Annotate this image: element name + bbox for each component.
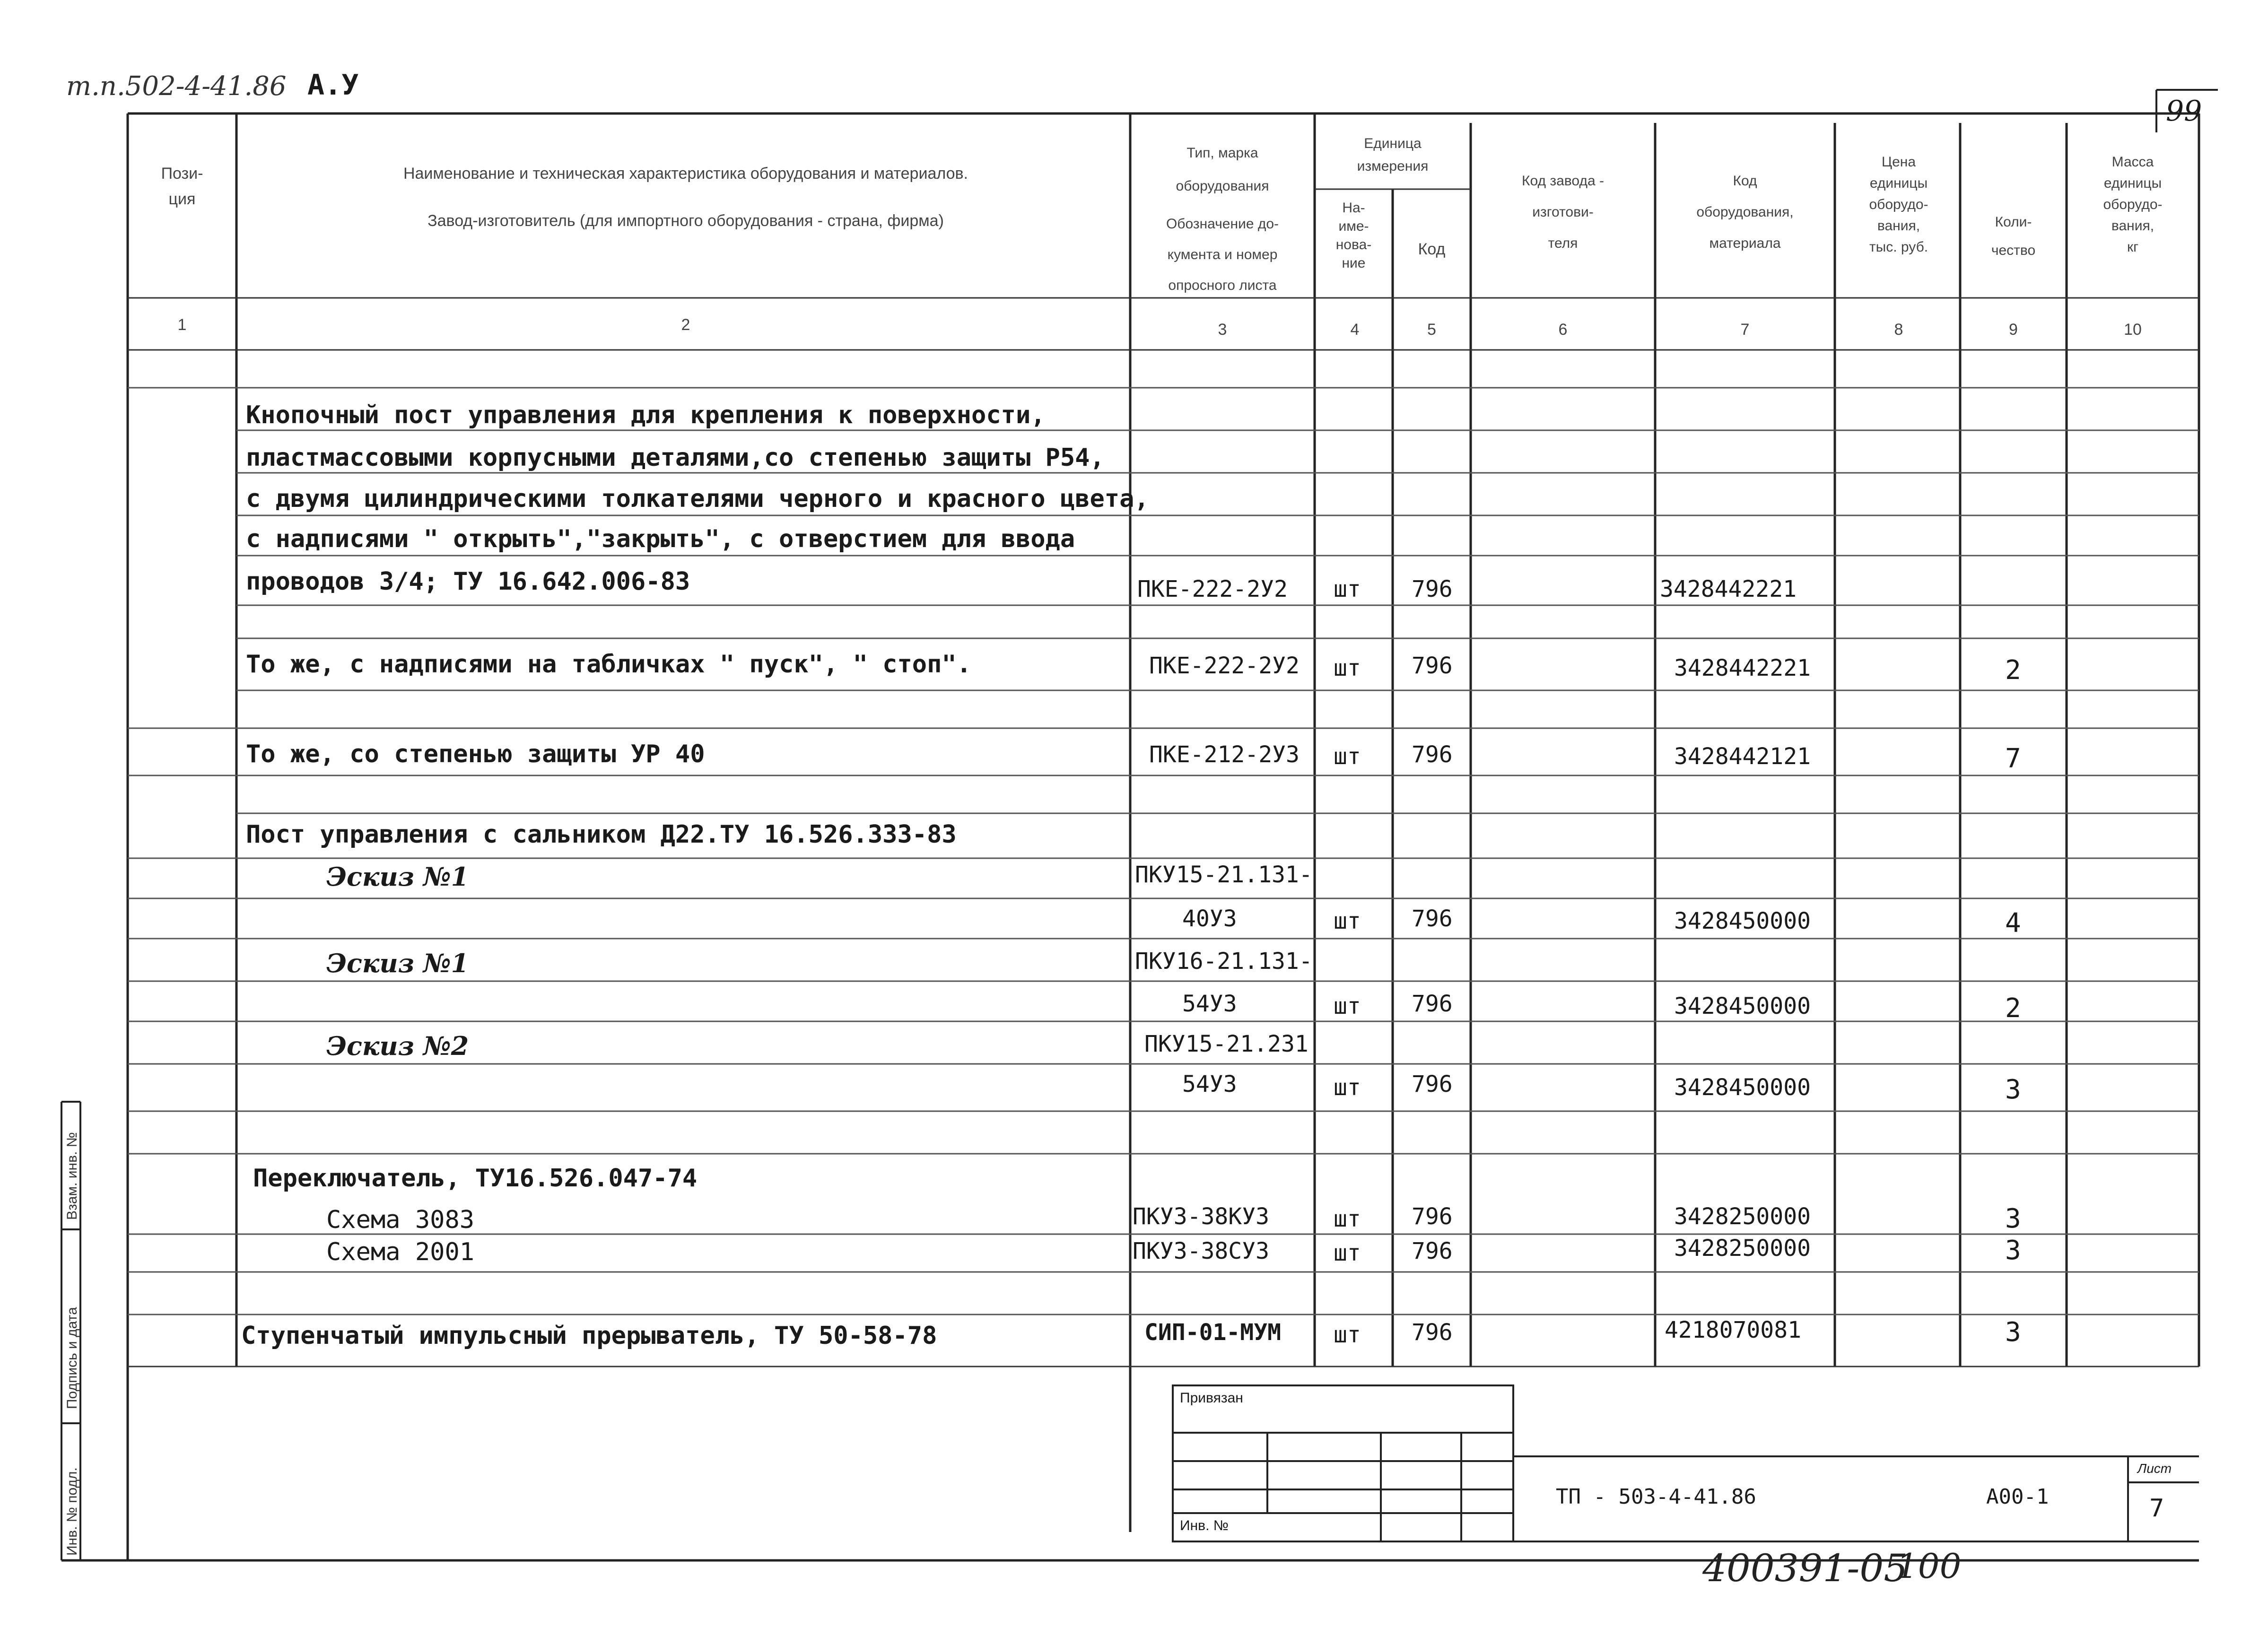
colnum-4: 4 — [1350, 321, 1360, 339]
row-code: 796 — [1412, 1319, 1453, 1346]
row-equip-code: 3428250000 — [1674, 1203, 1811, 1230]
colnum-6: 6 — [1558, 321, 1568, 339]
row-equip-code: 3428442221 — [1660, 576, 1797, 602]
header-type-line4: кумента и номер — [1167, 247, 1278, 262]
header-position: Пози- ция — [161, 165, 203, 209]
row-qty: 7 — [2005, 743, 2021, 774]
header-price: Цена единицы оборудо- вания, тыс. руб. — [1869, 154, 1928, 255]
row-name: Схема 3083 — [326, 1206, 475, 1234]
header-name-line2: Завод-изготовитель (для импортного оборудования - страна, фирма) — [427, 212, 944, 230]
colnum-10: 10 — [2124, 321, 2142, 339]
title-sheet-mark: А00-1 — [1986, 1485, 2049, 1509]
row-qty: 3 — [2005, 1235, 2021, 1266]
row-type: ПКЕ-222-2У2 — [1149, 653, 1300, 679]
row-equip-code: 3428450000 — [1674, 1074, 1811, 1101]
row-qty: 3 — [2005, 1203, 2021, 1234]
row-qty: 2 — [2005, 993, 2021, 1024]
row-qty: 2 — [2005, 655, 2021, 686]
row-type: ПКУ15-21.231 — [1144, 1031, 1308, 1057]
colnum-7: 7 — [1740, 321, 1750, 339]
row-code: 796 — [1412, 1203, 1453, 1230]
row-equip-code: 3428250000 — [1674, 1235, 1811, 1262]
row-type: ПКЕ-212-2У3 — [1149, 741, 1300, 768]
row-name: Эскиз №1 — [326, 862, 469, 892]
row-type: СИП-01-МУМ — [1144, 1319, 1281, 1346]
row-type: 54У3 — [1182, 991, 1237, 1017]
row-unit: шт — [1334, 1206, 1361, 1232]
row-code: 796 — [1412, 905, 1453, 932]
row-type: 54У3 — [1182, 1071, 1237, 1097]
row-name: Ступенчатый импульсный прерыватель, ТУ 50-58-78 — [241, 1322, 937, 1350]
row-equip-code: 3428450000 — [1674, 993, 1811, 1019]
row-equip-code: 3428442121 — [1674, 743, 1811, 770]
row-code: 796 — [1412, 741, 1453, 768]
row-equip-code: 3428442221 — [1674, 655, 1811, 681]
row-qty: 4 — [2005, 908, 2021, 939]
row-name: То же, с надписями на табличках " пуск", " стоп". — [246, 650, 972, 679]
row-type: ПКУ16-21.131- — [1135, 948, 1313, 975]
row-equip-code: 4218070081 — [1665, 1317, 1801, 1343]
row-name: Эскиз №2 — [326, 1031, 469, 1061]
header-type-line2: оборудования — [1176, 178, 1269, 194]
header-name-line1: Наименование и техническая характеристика оборудования и материалов. — [403, 165, 968, 183]
header-factory-code: Код завода - изготови- теля — [1522, 173, 1604, 251]
colnum-2: 2 — [681, 316, 690, 334]
handwritten-page-number: 100 — [1896, 1546, 1962, 1586]
side-label-vzam: Взам. инв. № — [64, 1132, 80, 1220]
stamp-inv: Инв. № — [1180, 1518, 1229, 1533]
row-unit: шт — [1334, 743, 1361, 770]
header-equipment-code: Код оборудования, материала — [1696, 173, 1794, 251]
colnum-9: 9 — [2009, 321, 2018, 339]
row-name: с двумя цилиндрическими толкателями черного и красного цвета, — [246, 485, 1149, 513]
colnum-5: 5 — [1427, 321, 1436, 339]
top-stamp-code: т.п.502-4-41.86 — [66, 71, 287, 102]
row-name: Схема 2001 — [326, 1238, 475, 1266]
title-sheet-label: Лист — [2137, 1461, 2172, 1476]
row-type: ПКЕ-222-2У2 — [1137, 576, 1288, 602]
header-mass: Масса единицы оборудо- вания, кг — [2103, 154, 2163, 255]
side-label-podpis: Подпись и дата — [64, 1307, 80, 1409]
row-qty: 3 — [2005, 1074, 2021, 1105]
row-name: Переключатель, ТУ16.526.047-74 — [253, 1164, 698, 1193]
header-type-line5: опросного листа — [1168, 278, 1277, 293]
row-unit: шт — [1334, 908, 1361, 934]
row-name: Эскиз №1 — [326, 948, 469, 978]
row-name: пластмассовыми корпусными деталями,со степенью защиты P54, — [246, 444, 1105, 472]
row-code: 796 — [1412, 1238, 1453, 1264]
row-unit: шт — [1334, 1322, 1361, 1348]
title-doc-code: ТП - 503-4-41.86 — [1556, 1485, 1756, 1509]
row-equip-code: 3428450000 — [1674, 908, 1811, 934]
row-name: с надписями " открыть","закрыть", с отверстием для ввода — [246, 525, 1075, 553]
colnum-1: 1 — [177, 316, 187, 334]
row-type: ПКУ3-38СУ3 — [1133, 1238, 1269, 1264]
header-unit-name: На- име- нова- ние — [1335, 200, 1372, 271]
row-unit: шт — [1334, 1240, 1361, 1266]
row-name: Пост управления с сальником Д22.ТУ 16.526.333-83 — [246, 820, 957, 849]
row-name: проводов 3/4; ТУ 16.642.006-83 — [246, 567, 690, 596]
row-code: 796 — [1412, 991, 1453, 1017]
header-type-line3: Обозначение до- — [1166, 216, 1279, 232]
row-name: То же, со степенью защиты УР 40 — [246, 740, 705, 768]
colnum-8: 8 — [1894, 321, 1903, 339]
row-unit: шт — [1334, 993, 1361, 1019]
row-code: 796 — [1412, 1071, 1453, 1097]
row-unit: шт — [1334, 1074, 1361, 1101]
row-unit: шт — [1334, 576, 1361, 602]
row-type: ПКУ15-21.131- — [1135, 862, 1313, 888]
top-stamp-suffix: А.У — [307, 69, 359, 102]
row-name: Кнопочный пост управления для крепления к поверхности, — [246, 401, 1046, 429]
row-code: 796 — [1412, 653, 1453, 679]
title-sheet-number: 7 — [2149, 1494, 2164, 1523]
row-qty: 3 — [2005, 1317, 2021, 1348]
row-type: 40У3 — [1182, 905, 1237, 932]
side-label-inv-podl: Инв. № подл. — [64, 1467, 80, 1556]
header-unit-code: Код — [1418, 240, 1446, 258]
colnum-3: 3 — [1218, 321, 1227, 339]
header-unit-group: Единица измерения — [1357, 136, 1429, 174]
header-type-line1: Тип, марка — [1186, 145, 1258, 161]
handwritten-archive-number: 400391-05 — [1702, 1546, 1908, 1590]
header-quantity: Коли- чество — [1991, 214, 2036, 258]
row-type: ПКУ3-38КУ3 — [1133, 1203, 1269, 1230]
stamp-privyazan: Привязан — [1180, 1390, 1243, 1406]
row-code: 796 — [1412, 576, 1453, 602]
corner-page-number: 99 — [2166, 95, 2202, 128]
row-unit: шт — [1334, 655, 1361, 681]
